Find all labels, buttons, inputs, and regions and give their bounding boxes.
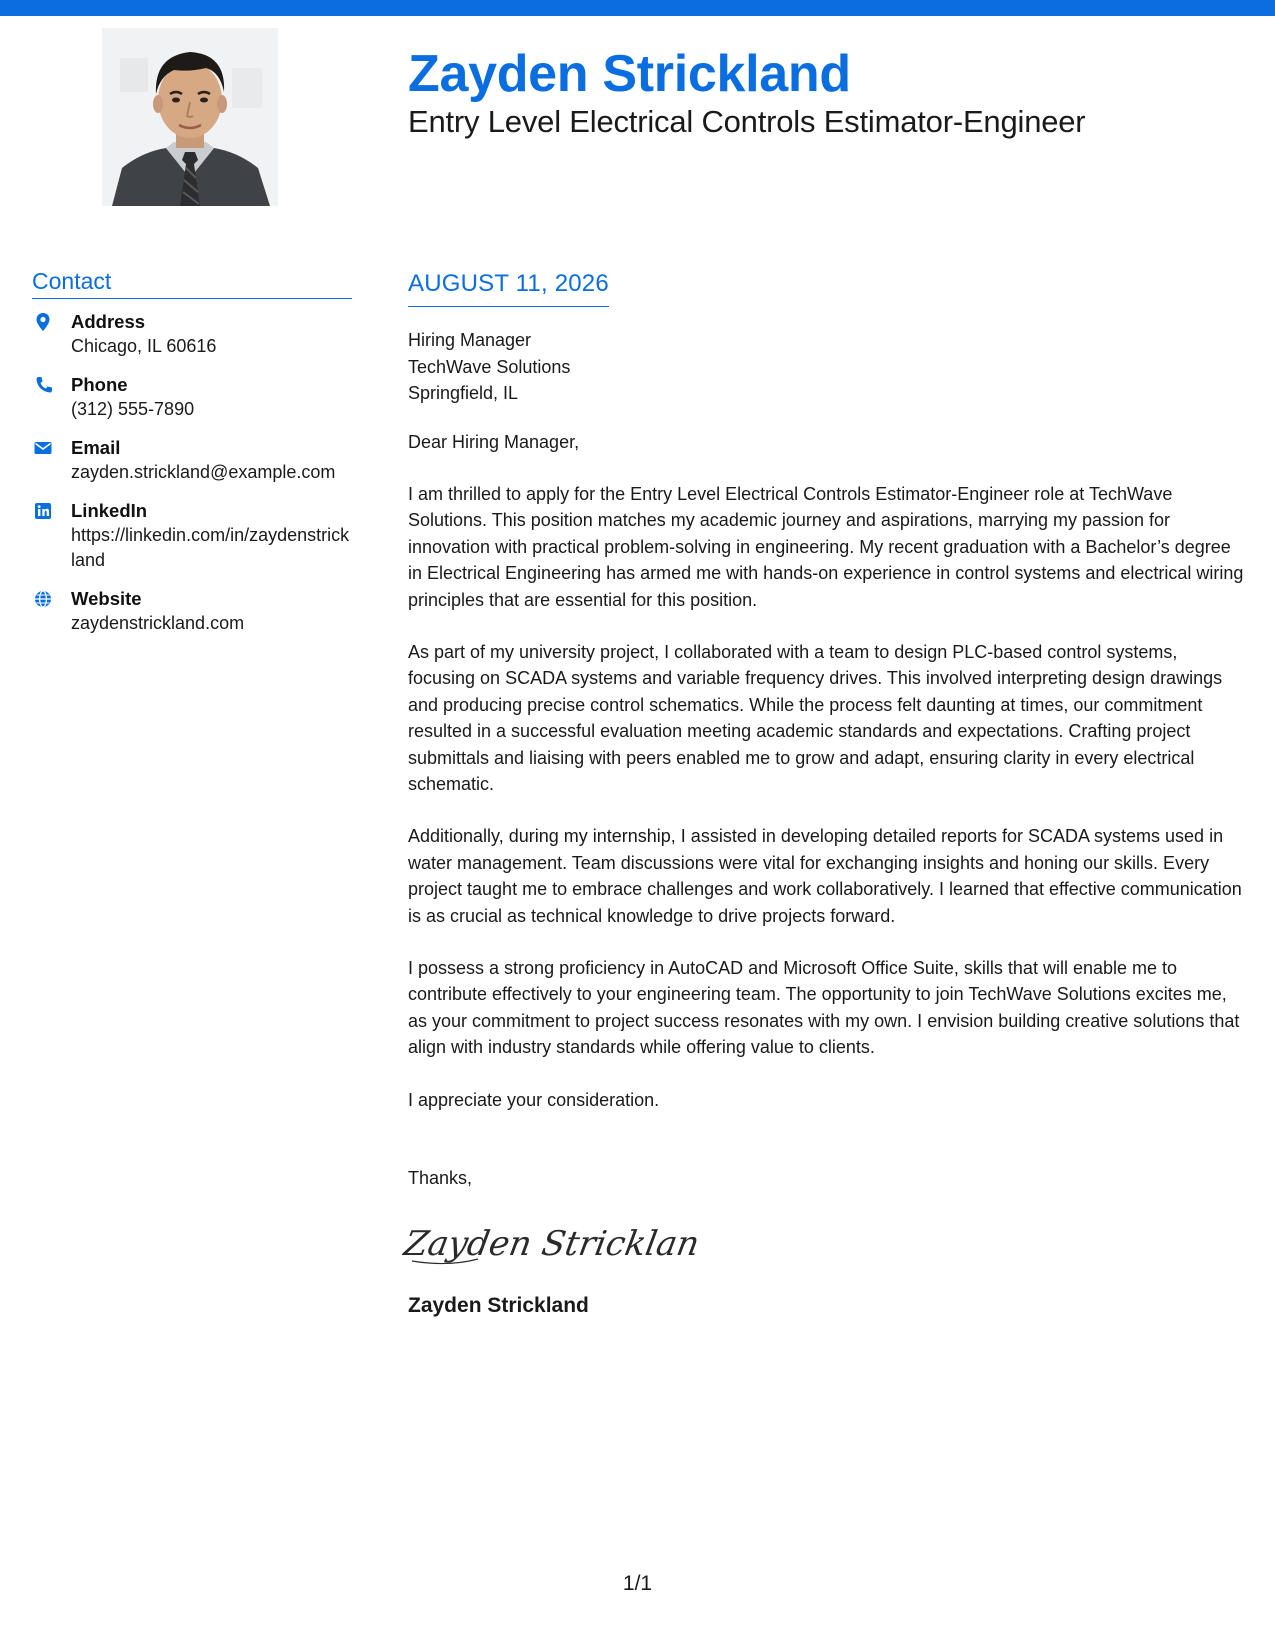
letter-paragraph: I possess a strong proficiency in AutoCAD and Microsoft Office Suite, skills that will enable me to contribute effectively to your engineering team. The opportunity to join TechWave Solutions excites me, as your commitment to project success resonates with my own. I envision building creative solutions that align with industry standards while offering value to clients. <box>408 958 1240 1058</box>
contact-label-phone: Phone <box>71 374 128 395</box>
signature-text: Zayden Stricklan <box>401 1224 703 1264</box>
page-number: 1/1 <box>622 1572 653 1595</box>
job-title: Entry Level Electrical Controls Estimator-Engineer <box>408 104 1086 139</box>
letter-body <box>401 268 1248 1320</box>
phone-icon <box>34 375 52 395</box>
contact-label-address: Address <box>71 311 146 332</box>
contact-label-website: Website <box>71 588 142 609</box>
signature-image <box>401 1213 703 1273</box>
contact-value-website[interactable]: zaydenstrickland.com <box>71 613 245 633</box>
linkedin-icon <box>34 501 52 521</box>
closing: Thanks, <box>408 1168 473 1189</box>
profile-photo <box>102 28 278 206</box>
contact-list <box>32 309 352 636</box>
contact-item-phone <box>32 372 352 422</box>
contact-value-address: Chicago, IL 60616 <box>71 336 217 356</box>
sidebar <box>32 266 352 649</box>
globe-icon <box>34 589 52 609</box>
contact-item-website <box>32 586 352 636</box>
letter-paragraph: I am thrilled to apply for the Entry Level Electrical Controls Estimator-Engineer role at TechWave Solutions. This position matches my academic journey and aspirations, marrying my passion for innovation with practical problem-solving in engineering. My recent graduation with a Bachelor’s degree in Electrical Engineering has armed me with hands-on experience in control systems and electrical wiring principles that are essential for this position. <box>408 483 1244 610</box>
email-icon <box>34 438 52 458</box>
contact-heading: Contact <box>32 266 352 299</box>
letter-paragraph: I appreciate your consideration. <box>408 1089 660 1110</box>
top-accent-bar <box>0 0 1275 16</box>
letter-date: AUGUST 11, 2026 <box>408 268 609 307</box>
contact-label-linkedin: LinkedIn <box>71 500 148 521</box>
letter-paragraph: As part of my university project, I collaborated with a team to design PLC-based control systems, focusing on SCADA systems and variable frequency drives. This involved interpreting design drawings and producing precise control schematics. While the process felt daunting at times, our commitment resulted in a successful evaluation meeting academic standards and expectations. Crafting project submittals and liaising with peers enabled me to grow and adapt, ensuring clarity in every electrical schematic. <box>408 641 1223 794</box>
contact-value-linkedin[interactable]: https://linkedin.com/in/zaydenstrickland <box>71 525 350 570</box>
contact-item-address <box>32 309 352 359</box>
recipient-line: Hiring Manager <box>408 330 532 350</box>
contact-value-phone: (312) 555-7890 <box>71 399 195 419</box>
applicant-name: Zayden Strickland <box>408 45 851 103</box>
contact-value-email[interactable]: zayden.strickland@example.com <box>71 462 336 482</box>
recipient-line: TechWave Solutions <box>408 356 571 377</box>
contact-item-linkedin <box>32 498 352 573</box>
letter-paragraph: Additionally, during my internship, I assisted in developing detailed reports for SCADA systems used in water management. Team discussions were vital for exchanging insights and honing our skills. Every project taught me to embrace challenges and work collaboratively. I learned that effective communication is as crucial as technical knowledge to drive projects forward. <box>408 826 1242 926</box>
salutation: Dear Hiring Manager, <box>408 431 580 452</box>
signer-name: Zayden Strickland <box>408 1294 589 1318</box>
location-pin-icon <box>34 312 52 332</box>
recipient-block <box>408 327 1248 407</box>
contact-item-email <box>32 435 352 485</box>
contact-label-email: Email <box>71 437 121 458</box>
recipient-line: Springfield, IL <box>408 383 519 403</box>
